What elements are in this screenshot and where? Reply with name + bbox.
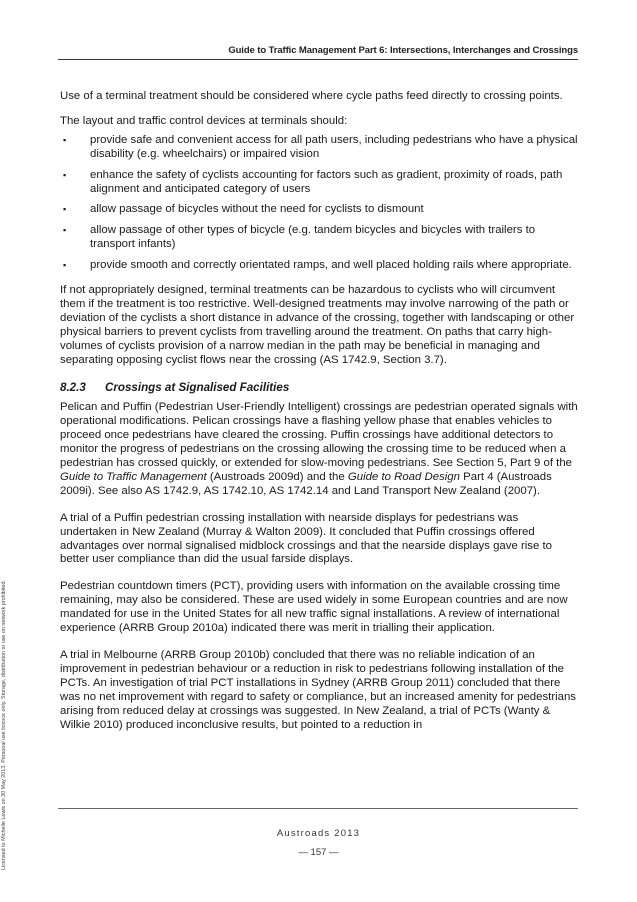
pelican-puffin-paragraph: Pelican and Puffin (Pedestrian User-Friendly Intelligent) crossings are pedestrian operated signals with operational modifications. Pelican crossings have a flashing yellow phase that enables vehicles to proceed once pedestrians have cleared the crossing. Puffin crossings have additional detectors to monitor the progress of pedestrians on the crossing allowing the crossing time to be reduced when a pedestrian has crossed quickly, or extended for slow-moving pedestrians. See Section 5, Part 9 of the Guide to Traffic Management (Austroads 2009d) and the Guide to Road Design Part 4 (Austroads 2009i). See also AS 1742.9, AS 1742.10, AS 1742.14 and Land Transport New Zealand (2007). xyxy=(60,401,578,497)
header-rule xyxy=(58,59,578,60)
bullet-icon: ▪ xyxy=(63,169,67,180)
section-number: 8.2.3 xyxy=(60,380,86,394)
terminal-requirements-list xyxy=(60,134,578,273)
bullet-icon: ▪ xyxy=(63,225,67,236)
melbourne-trial-paragraph: A trial in Melbourne (ARRB Group 2010b) concluded that there was no reliable indication of an improvement in pedestrian behaviour or a reduction in risk to pedestrians following installation of the PCTs. An investigation of trial PCT installations in Sydney (ARRB Group 2011) concluded that there was no net improvement with regard to safety or compliance, but an increased amenity for pedestrians arising from reduced delay at crossings was suggested. In New Zealand, a trial of PCTs (Wanty & Wilkie 2010) produced inconclusive results, but pointed to a reduction in xyxy=(60,649,577,731)
section-title: Crossings at Signalised Facilities xyxy=(105,380,290,394)
footer-publisher: Austroads 2013 xyxy=(276,828,361,839)
list-item: ▪ provide safe and convenient access for all path users, including pedestrians who have a physical disability (e.g. wheelchairs) or impaired vision xyxy=(63,133,578,160)
bullet-icon: ▪ xyxy=(63,260,67,271)
section-heading xyxy=(60,381,578,395)
pct-paragraph: Pedestrian countdown timers (PCT), providing users with information on the available crossing time remaining, may also be considered. These are used widely in some European countries and are now mandated for use in the United States for all new traffic signal installations. A review of international experience (ARRB Group 2010a) indicated there was merit in trialling their application. xyxy=(60,580,568,635)
layout-intro-paragraph: The layout and traffic control devices at terminals should: xyxy=(60,114,348,127)
list-item: ▪ enhance the safety of cyclists accounting for factors such as gradient, proximity of roads, path alignment and anticipated category of users xyxy=(63,168,563,195)
page-body xyxy=(60,90,578,745)
list-item: ▪ allow passage of other types of bicycle (e.g. tandem bicycles and bicycles with trailers to transport infants) xyxy=(63,224,536,251)
bullet-icon: ▪ xyxy=(63,134,67,145)
terminal-treatment-paragraph: If not appropriately designed, terminal treatments can be hazardous to cyclists who will circumvent them if the treatment is too restrictive. Well-designed treatments may involve narrowing of the path or deviation of the cyclists a short distance in advance of the crossing, together with landscaping or other physical barriers to prevent cyclists from travelling around the treatment. On paths that carry high-volumes of cyclists provision of a narrow median in the path may be beneficial in managing and separating opposing cyclist flows near the crossing (AS 1742.9, Section 3.7). xyxy=(60,284,575,366)
intro-paragraph: Use of a terminal treatment should be considered where cycle paths feed directly to crossing points. xyxy=(60,90,563,102)
footer-rule xyxy=(58,808,578,809)
running-header: Guide to Traffic Management Part 6: Intersections, Interchanges and Crossings xyxy=(228,45,578,56)
list-item: ▪ provide smooth and correctly orientated ramps, and well placed holding rails where appropriate. xyxy=(63,259,572,272)
list-item: ▪ allow passage of bicycles without the need for cyclists to dismount xyxy=(63,203,424,216)
guide-traffic-management-ref: Guide to Traffic Management xyxy=(60,470,207,483)
bullet-icon: ▪ xyxy=(63,204,67,215)
puffin-trial-paragraph: A trial of a Puffin pedestrian crossing installation with nearside displays for pedestrians was undertaken in New Zealand (Murray & Walton 2009). It concluded that Puffin crossings offered advantages over normal signalised midblock crossings and that the nearside displays gave rise to better user compliance than did the usual farside displays. xyxy=(60,511,552,566)
licence-watermark: Licensed to Michelle Lewis on 30 May 2013. Personal use licence only. Storage, distribution or use on network prohibited. xyxy=(1,580,7,870)
page-number: — 157 — xyxy=(298,847,339,858)
guide-road-design-ref: Guide to Road Design xyxy=(347,470,460,483)
